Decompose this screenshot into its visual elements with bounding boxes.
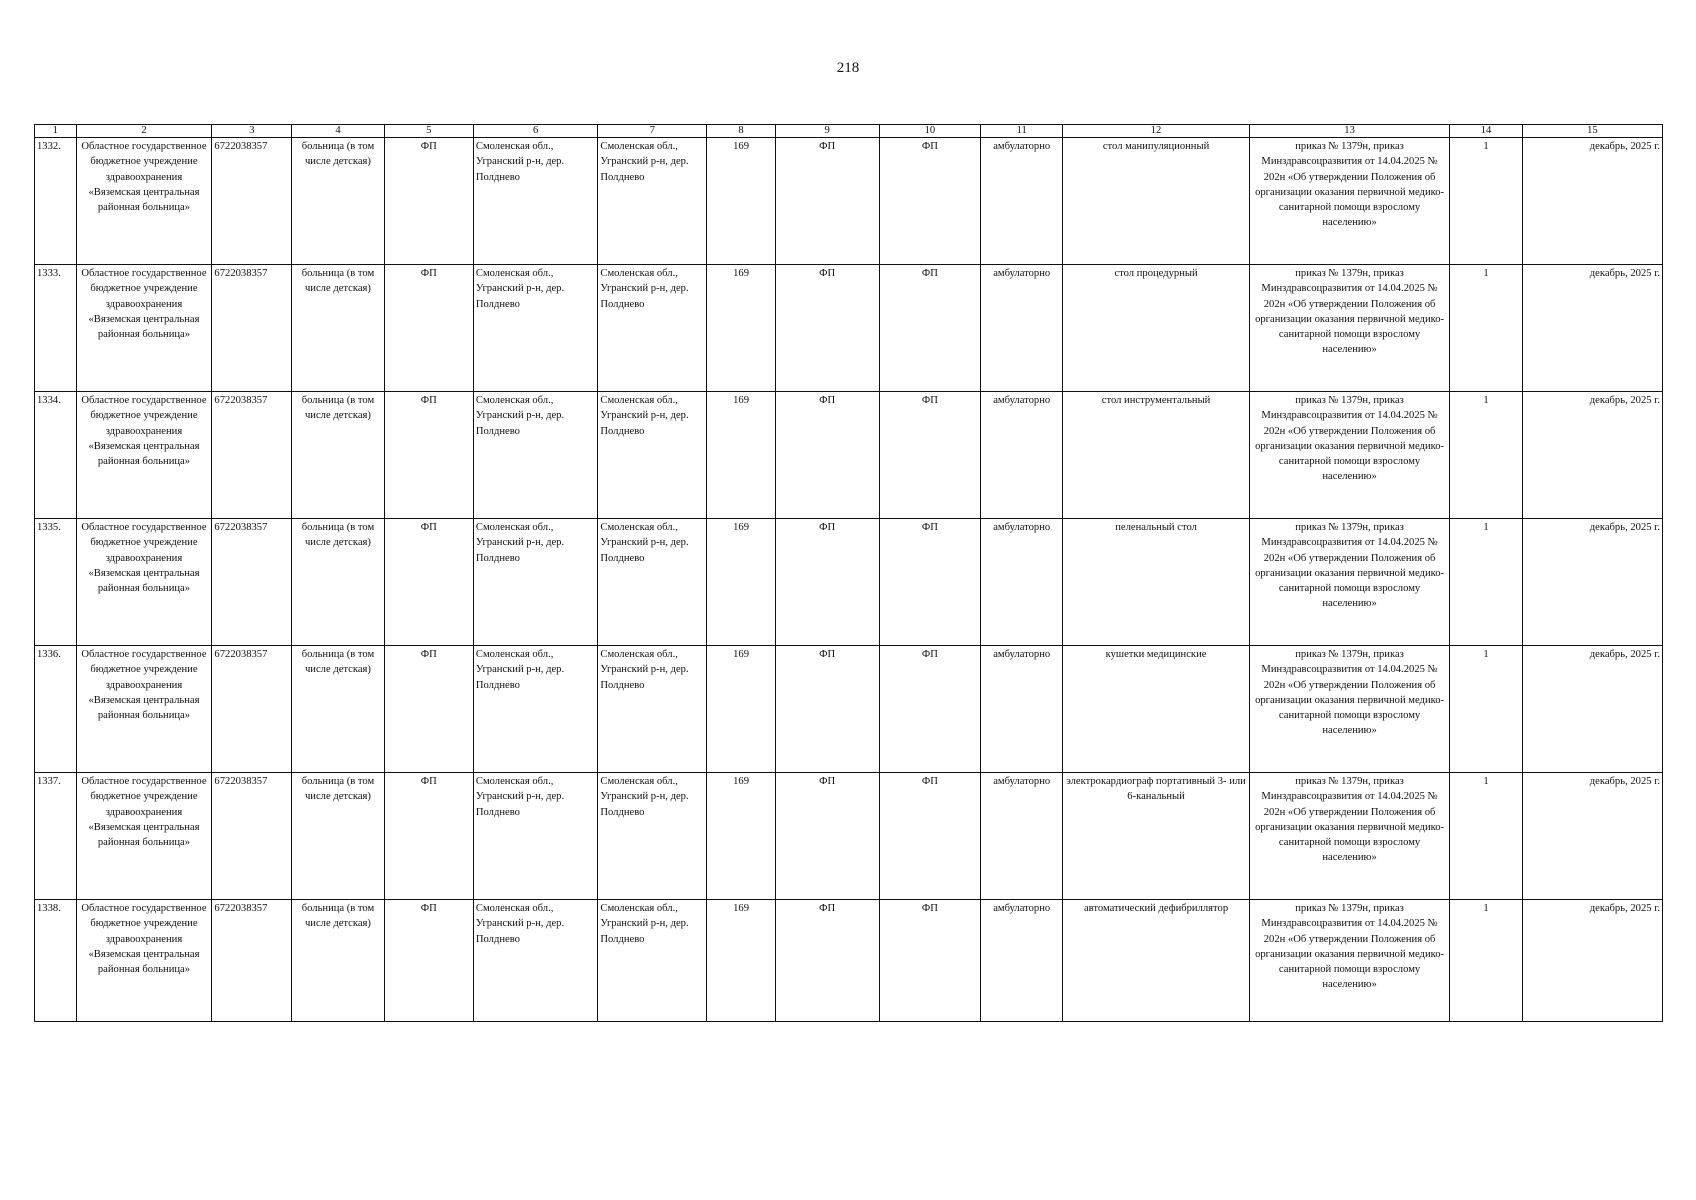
table-row [35, 392, 1663, 519]
facility-type: больница (в том числе детская) [292, 646, 384, 773]
regulatory-order: приказ № 1379н, приказ Минздравсоцразвития от 14.04.2025 № 202н «Об утверждении Положения об организации оказания первичной медико-санитарной помощи взрослому населению» [1249, 773, 1449, 900]
table-row [35, 265, 1663, 392]
location: Смоленская обл., Угранский р-н, дер. Полднево [598, 773, 707, 900]
unit-code-9: ФП [775, 519, 879, 646]
unit-type: ФП [384, 646, 473, 773]
delivery-date: декабрь, 2025 г. [1522, 519, 1662, 646]
address: Смоленская обл., Угранский р-н, дер. Полднево [473, 646, 598, 773]
quantity: 1 [1450, 773, 1523, 900]
delivery-date: декабрь, 2025 г. [1522, 900, 1662, 1022]
column-number: 8 [707, 125, 775, 138]
page-number: 218 [836, 60, 860, 76]
row-number: 1332. [35, 138, 77, 265]
delivery-date: декабрь, 2025 г. [1522, 646, 1662, 773]
equipment-name: пеленальный стол [1063, 519, 1250, 646]
location: Смоленская обл., Угранский р-н, дер. Полднево [598, 138, 707, 265]
row-number: 1334. [35, 392, 77, 519]
unit-code-9: ФП [775, 646, 879, 773]
location: Смоленская обл., Угранский р-н, дер. Полднево [598, 900, 707, 1022]
column-number: 4 [292, 125, 384, 138]
inn: 6722038357 [212, 900, 292, 1022]
equipment-registry-table [34, 124, 1663, 1022]
row-number: 1336. [35, 646, 77, 773]
unit-code-9: ФП [775, 392, 879, 519]
unit-type: ФП [384, 392, 473, 519]
row-number: 1338. [35, 900, 77, 1022]
unit-code-9: ФП [775, 773, 879, 900]
facility-type: больница (в том числе детская) [292, 138, 384, 265]
inn: 6722038357 [212, 519, 292, 646]
unit-code-10: ФП [879, 265, 981, 392]
inn: 6722038357 [212, 646, 292, 773]
location: Смоленская обл., Угранский р-н, дер. Полднево [598, 265, 707, 392]
location: Смоленская обл., Угранский р-н, дер. Полднево [598, 646, 707, 773]
inn: 6722038357 [212, 392, 292, 519]
column-number: 2 [76, 125, 212, 138]
regulatory-order: приказ № 1379н, приказ Минздравсоцразвития от 14.04.2025 № 202н «Об утверждении Положения об организации оказания первичной медико-санитарной помощи взрослому населению» [1249, 265, 1449, 392]
equipment-name: стол процедурный [1063, 265, 1250, 392]
column-number: 15 [1522, 125, 1662, 138]
population: 169 [707, 392, 775, 519]
column-number: 5 [384, 125, 473, 138]
delivery-date: декабрь, 2025 г. [1522, 773, 1662, 900]
unit-code-9: ФП [775, 900, 879, 1022]
organization-name: Областное государственное бюджетное учреждение здравоохранения «Вяземская центральная районная больница» [76, 646, 212, 773]
inn: 6722038357 [212, 265, 292, 392]
equipment-name: электрокардиограф портативный 3- или 6-канальный [1063, 773, 1250, 900]
organization-name: Областное государственное бюджетное учреждение здравоохранения «Вяземская центральная районная больница» [76, 900, 212, 1022]
regulatory-order: приказ № 1379н, приказ Минздравсоцразвития от 14.04.2025 № 202н «Об утверждении Положения об организации оказания первичной медико-санитарной помощи взрослому населению» [1249, 138, 1449, 265]
column-number: 10 [879, 125, 981, 138]
facility-type: больница (в том числе детская) [292, 900, 384, 1022]
column-number: 11 [981, 125, 1063, 138]
delivery-date: декабрь, 2025 г. [1522, 392, 1662, 519]
location: Смоленская обл., Угранский р-н, дер. Полднево [598, 519, 707, 646]
table-row [35, 138, 1663, 265]
quantity: 1 [1450, 519, 1523, 646]
unit-code-9: ФП [775, 265, 879, 392]
unit-code-10: ФП [879, 773, 981, 900]
quantity: 1 [1450, 392, 1523, 519]
unit-code-10: ФП [879, 392, 981, 519]
care-mode: амбулаторно [981, 392, 1063, 519]
care-mode: амбулаторно [981, 519, 1063, 646]
unit-type: ФП [384, 900, 473, 1022]
address: Смоленская обл., Угранский р-н, дер. Полднево [473, 138, 598, 265]
table-row [35, 646, 1663, 773]
inn: 6722038357 [212, 773, 292, 900]
column-number: 9 [775, 125, 879, 138]
regulatory-order: приказ № 1379н, приказ Минздравсоцразвития от 14.04.2025 № 202н «Об утверждении Положения об организации оказания первичной медико-санитарной помощи взрослому населению» [1249, 392, 1449, 519]
address: Смоленская обл., Угранский р-н, дер. Полднево [473, 392, 598, 519]
organization-name: Областное государственное бюджетное учреждение здравоохранения «Вяземская центральная районная больница» [76, 265, 212, 392]
quantity: 1 [1450, 646, 1523, 773]
population: 169 [707, 900, 775, 1022]
population: 169 [707, 646, 775, 773]
facility-type: больница (в том числе детская) [292, 519, 384, 646]
equipment-name: стол манипуляционный [1063, 138, 1250, 265]
organization-name: Областное государственное бюджетное учреждение здравоохранения «Вяземская центральная районная больница» [76, 392, 212, 519]
population: 169 [707, 138, 775, 265]
regulatory-order: приказ № 1379н, приказ Минздравсоцразвития от 14.04.2025 № 202н «Об утверждении Положения об организации оказания первичной медико-санитарной помощи взрослому населению» [1249, 519, 1449, 646]
column-number: 3 [212, 125, 292, 138]
unit-code-10: ФП [879, 900, 981, 1022]
table-row [35, 900, 1663, 1022]
unit-code-10: ФП [879, 138, 981, 265]
address: Смоленская обл., Угранский р-н, дер. Полднево [473, 900, 598, 1022]
equipment-name: автоматический дефибриллятор [1063, 900, 1250, 1022]
row-number: 1335. [35, 519, 77, 646]
unit-type: ФП [384, 138, 473, 265]
column-number: 7 [598, 125, 707, 138]
unit-code-10: ФП [879, 519, 981, 646]
equipment-name: стол инструментальный [1063, 392, 1250, 519]
delivery-date: декабрь, 2025 г. [1522, 265, 1662, 392]
delivery-date: декабрь, 2025 г. [1522, 138, 1662, 265]
population: 169 [707, 773, 775, 900]
location: Смоленская обл., Угранский р-н, дер. Полднево [598, 392, 707, 519]
column-number: 13 [1249, 125, 1449, 138]
care-mode: амбулаторно [981, 265, 1063, 392]
address: Смоленская обл., Угранский р-н, дер. Полднево [473, 519, 598, 646]
facility-type: больница (в том числе детская) [292, 265, 384, 392]
care-mode: амбулаторно [981, 138, 1063, 265]
column-number: 14 [1450, 125, 1523, 138]
population: 169 [707, 519, 775, 646]
care-mode: амбулаторно [981, 646, 1063, 773]
unit-code-9: ФП [775, 138, 879, 265]
column-number-row [35, 125, 1663, 138]
unit-type: ФП [384, 265, 473, 392]
quantity: 1 [1450, 265, 1523, 392]
column-number: 12 [1063, 125, 1250, 138]
care-mode: амбулаторно [981, 900, 1063, 1022]
unit-type: ФП [384, 519, 473, 646]
organization-name: Областное государственное бюджетное учреждение здравоохранения «Вяземская центральная районная больница» [76, 773, 212, 900]
facility-type: больница (в том числе детская) [292, 392, 384, 519]
unit-code-10: ФП [879, 646, 981, 773]
column-number: 6 [473, 125, 598, 138]
quantity: 1 [1450, 138, 1523, 265]
regulatory-order: приказ № 1379н, приказ Минздравсоцразвития от 14.04.2025 № 202н «Об утверждении Положения об организации оказания первичной медико-санитарной помощи взрослому населению» [1249, 646, 1449, 773]
care-mode: амбулаторно [981, 773, 1063, 900]
inn: 6722038357 [212, 138, 292, 265]
equipment-name: кушетки медицинские [1063, 646, 1250, 773]
address: Смоленская обл., Угранский р-н, дер. Полднево [473, 265, 598, 392]
organization-name: Областное государственное бюджетное учреждение здравоохранения «Вяземская центральная районная больница» [76, 519, 212, 646]
table-row [35, 773, 1663, 900]
facility-type: больница (в том числе детская) [292, 773, 384, 900]
row-number: 1337. [35, 773, 77, 900]
quantity: 1 [1450, 900, 1523, 1022]
row-number: 1333. [35, 265, 77, 392]
regulatory-order: приказ № 1379н, приказ Минздравсоцразвития от 14.04.2025 № 202н «Об утверждении Положения об организации оказания первичной медико-санитарной помощи взрослому населению» [1249, 900, 1449, 1022]
column-number: 1 [35, 125, 77, 138]
unit-type: ФП [384, 773, 473, 900]
address: Смоленская обл., Угранский р-н, дер. Полднево [473, 773, 598, 900]
population: 169 [707, 265, 775, 392]
organization-name: Областное государственное бюджетное учреждение здравоохранения «Вяземская центральная районная больница» [76, 138, 212, 265]
table-row [35, 519, 1663, 646]
